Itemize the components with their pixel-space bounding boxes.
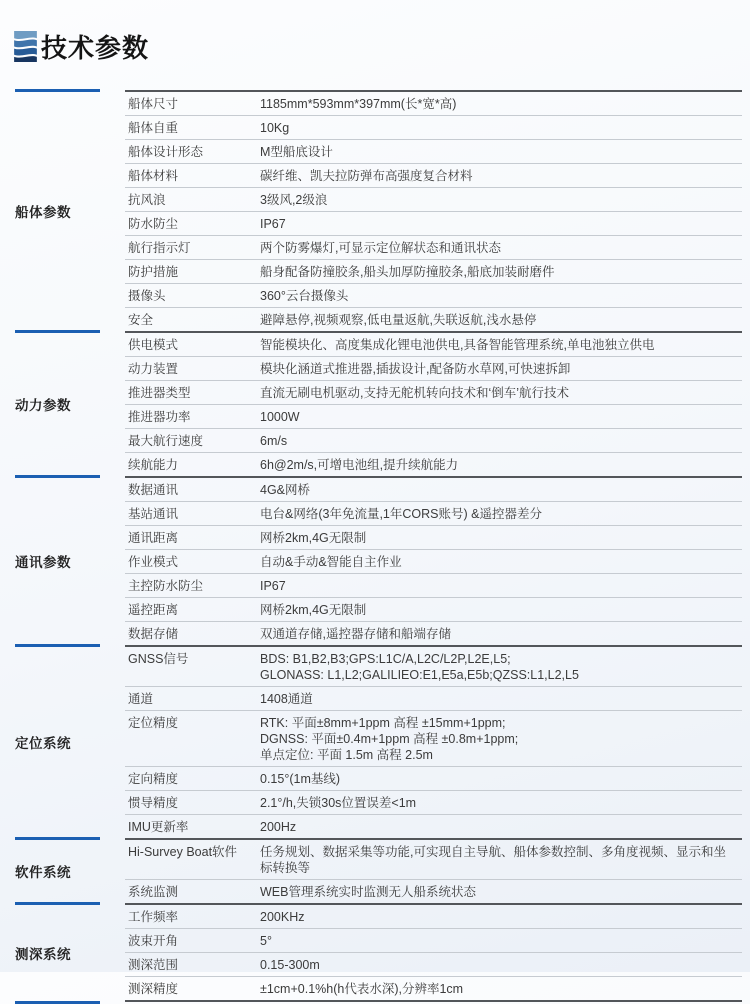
spec-row — [125, 879, 742, 903]
spec-value: 任务规划、数据采集等功能,可实现自主导航、船体参数控制、多角度视频、显示和坐标转换等 — [260, 844, 726, 875]
spec-value-line: DGNSS: 平面±0.4m+1ppm 高程 ±0.8m+1ppm; — [260, 731, 519, 746]
spec-row — [125, 187, 742, 211]
section-gutter — [0, 838, 125, 903]
section-title: 通讯参数 — [15, 554, 71, 570]
spec-value: 0.15-300m — [260, 957, 320, 972]
section-divider-line — [15, 837, 100, 840]
spec-label: 抗风浪 — [128, 192, 166, 207]
section-rows — [125, 903, 742, 1002]
spec-value: 双通道存储,遥控器存储和船端存储 — [260, 626, 451, 641]
spec-row — [125, 905, 742, 928]
spec-value: 200Hz — [260, 819, 297, 834]
spec-value: 船身配备防撞胶条,船头加厚防撞胶条,船底加装耐磨件 — [260, 264, 555, 279]
spec-value: 6m/s — [260, 433, 288, 448]
section-rows — [125, 90, 742, 331]
section-rows — [125, 476, 742, 645]
spec-row — [125, 92, 742, 115]
page-title: 技术参数 — [41, 32, 150, 63]
spec-label: 定向精度 — [128, 771, 179, 786]
section-gutter — [0, 90, 125, 331]
section-title: 动力参数 — [15, 397, 71, 413]
spec-section-1 — [0, 331, 742, 476]
section-divider-line — [15, 475, 100, 478]
spec-row — [125, 333, 742, 356]
spec-row — [125, 597, 742, 621]
spec-row — [125, 647, 742, 686]
spec-value — [260, 711, 742, 766]
spec-label: 系统监测 — [128, 884, 179, 899]
section-divider-line — [15, 644, 100, 647]
spec-value: 智能模块化、高度集成化锂电池供电,具备智能管理系统,单电池独立供电 — [260, 337, 655, 352]
spec-value: 5° — [260, 933, 272, 948]
spec-value: WEB管理系统实时监测无人船系统状态 — [260, 884, 476, 899]
section-title: 定位系统 — [15, 735, 71, 751]
spec-row — [125, 163, 742, 187]
spec-row — [125, 307, 742, 331]
spec-row — [125, 952, 742, 976]
spec-value: 自动&手动&智能自主作业 — [260, 554, 402, 569]
spec-label: 船体材料 — [128, 168, 179, 183]
section-title: 软件系统 — [15, 864, 71, 880]
spec-value: 网桥2km,4G无限制 — [260, 602, 367, 617]
spec-value: 直流无刷电机驱动,支持无舵机转向技术和‘倒车’航行技术 — [260, 385, 570, 400]
spec-value: IP67 — [260, 216, 286, 231]
spec-label: 作业模式 — [128, 554, 179, 569]
section-divider-line — [15, 330, 100, 333]
spec-label: 船体自重 — [128, 120, 179, 135]
spec-value — [260, 647, 742, 686]
spec-label: 基站通讯 — [128, 506, 179, 521]
spec-section-3 — [0, 645, 742, 838]
spec-label: 船体设计形态 — [128, 144, 204, 159]
spec-section-5 — [0, 903, 742, 1002]
spec-row — [125, 686, 742, 710]
spec-label: 防护措施 — [128, 264, 179, 279]
spec-row — [125, 283, 742, 307]
spec-row — [125, 139, 742, 163]
spec-label: 航行指示灯 — [128, 240, 191, 255]
spec-value: 360°云台摄像头 — [260, 288, 349, 303]
spec-row — [125, 380, 742, 404]
page-header — [0, 0, 750, 62]
spec-row — [125, 356, 742, 380]
section-gutter — [0, 331, 125, 476]
spec-row — [125, 478, 742, 501]
spec-value: 电台&网络(3年免流量,1年CORS账号) &遥控器差分 — [260, 506, 542, 521]
spec-label: 船体尺寸 — [128, 96, 179, 111]
spec-row — [125, 525, 742, 549]
spec-value: 0.15°(1m基线) — [260, 771, 341, 786]
section-divider-line — [15, 89, 100, 92]
spec-row — [125, 501, 742, 525]
spec-label: 测深精度 — [128, 981, 179, 996]
section-rows — [125, 838, 742, 903]
spec-value: 4G&网桥 — [260, 482, 311, 497]
section-divider-line — [15, 902, 100, 905]
spec-label: 续航能力 — [128, 457, 179, 472]
spec-row — [125, 549, 742, 573]
spec-label: 动力装置 — [128, 361, 179, 376]
spec-value: 网桥2km,4G无限制 — [260, 530, 367, 545]
spec-label: 摄像头 — [128, 288, 166, 303]
spec-value: 3级风,2级浪 — [260, 192, 328, 207]
spec-row — [125, 928, 742, 952]
section-gutter — [0, 476, 125, 645]
spec-value: 碳纤维、凯夫拉防弹布高强度复合材料 — [260, 168, 473, 183]
spec-label: 推进器功率 — [128, 409, 191, 424]
spec-value: IP67 — [260, 578, 286, 593]
spec-row — [125, 404, 742, 428]
spec-value-line: 单点定位: 平面 1.5m 高程 2.5m — [260, 747, 433, 762]
spec-row — [125, 573, 742, 597]
spec-label: IMU更新率 — [128, 819, 189, 834]
section-title: 船体参数 — [15, 204, 71, 220]
spec-row — [125, 452, 742, 476]
spec-label: 供电模式 — [128, 337, 179, 352]
spec-value: 1000W — [260, 409, 300, 424]
section-gutter — [0, 903, 125, 1002]
spec-section-4 — [0, 838, 742, 903]
spec-value: 1408通道 — [260, 691, 313, 706]
spec-value: 6h@2m/s,可增电池组,提升续航能力 — [260, 457, 459, 472]
spec-label: 主控防水防尘 — [128, 578, 204, 593]
spec-row — [125, 976, 742, 1000]
spec-value-line: GLONASS: L1,L2;GALILIEO:E1,E5a,E5b;QZSS:L1,L2,L5 — [260, 667, 579, 682]
spec-row — [125, 235, 742, 259]
spec-row — [125, 766, 742, 790]
spec-label: 推进器类型 — [128, 385, 191, 400]
spec-label: 遥控距离 — [128, 602, 179, 617]
spec-value: 避障悬停,视频观察,低电量返航,失联返航,浅水悬停 — [260, 312, 537, 327]
spec-value-line: RTK: 平面±8mm+1ppm 高程 ±15mm+1ppm; — [260, 715, 506, 730]
section-title: 测深系统 — [15, 946, 71, 962]
spec-label: 波束开角 — [128, 933, 179, 948]
spec-row — [125, 428, 742, 452]
spec-label: 安全 — [128, 312, 154, 327]
spec-value: M型船底设计 — [260, 144, 333, 159]
spec-label: 定位精度 — [128, 715, 179, 730]
waves-icon — [14, 31, 37, 62]
spec-row — [125, 259, 742, 283]
spec-value: 2.1°/h,失锁30s位置误差<1m — [260, 795, 417, 810]
spec-value: 200KHz — [260, 909, 305, 924]
spec-row — [125, 790, 742, 814]
spec-value: 两个防雾爆灯,可显示定位解状态和通讯状态 — [260, 240, 501, 255]
spec-row — [125, 115, 742, 139]
spec-row — [125, 840, 742, 879]
spec-label: 测深范围 — [128, 957, 179, 972]
spec-table — [0, 90, 742, 1002]
section-rows — [125, 331, 742, 476]
spec-value-line: BDS: B1,B2,B3;GPS:L1C/A,L2C/L2P,L2E,L5; — [260, 651, 511, 666]
spec-label: 惯导精度 — [128, 795, 179, 810]
spec-value: 模块化涵道式推进器,插拔设计,配备防水草网,可快速拆卸 — [260, 361, 571, 376]
spec-label: 最大航行速度 — [128, 433, 204, 448]
spec-label: 数据通讯 — [128, 482, 179, 497]
section-gutter — [0, 645, 125, 838]
spec-row — [125, 211, 742, 235]
spec-label: 通道 — [128, 691, 154, 706]
spec-label: 数据存储 — [128, 626, 179, 641]
spec-label: GNSS信号 — [128, 651, 189, 666]
spec-row — [125, 710, 742, 766]
spec-section-0 — [0, 90, 742, 331]
spec-label: 通讯距离 — [128, 530, 179, 545]
spec-label: 防水防尘 — [128, 216, 179, 231]
spec-section-2 — [0, 476, 742, 645]
spec-value: 10Kg — [260, 120, 290, 135]
spec-value: ±1cm+0.1%h(h代表水深),分辨率1cm — [260, 981, 464, 996]
spec-value: 1185mm*593mm*397mm(长*宽*高) — [260, 96, 457, 111]
spec-row — [125, 621, 742, 645]
section-rows — [125, 645, 742, 838]
spec-row — [125, 814, 742, 838]
spec-label: 工作频率 — [128, 909, 179, 924]
spec-label: Hi-Survey Boat软件 — [128, 844, 238, 859]
